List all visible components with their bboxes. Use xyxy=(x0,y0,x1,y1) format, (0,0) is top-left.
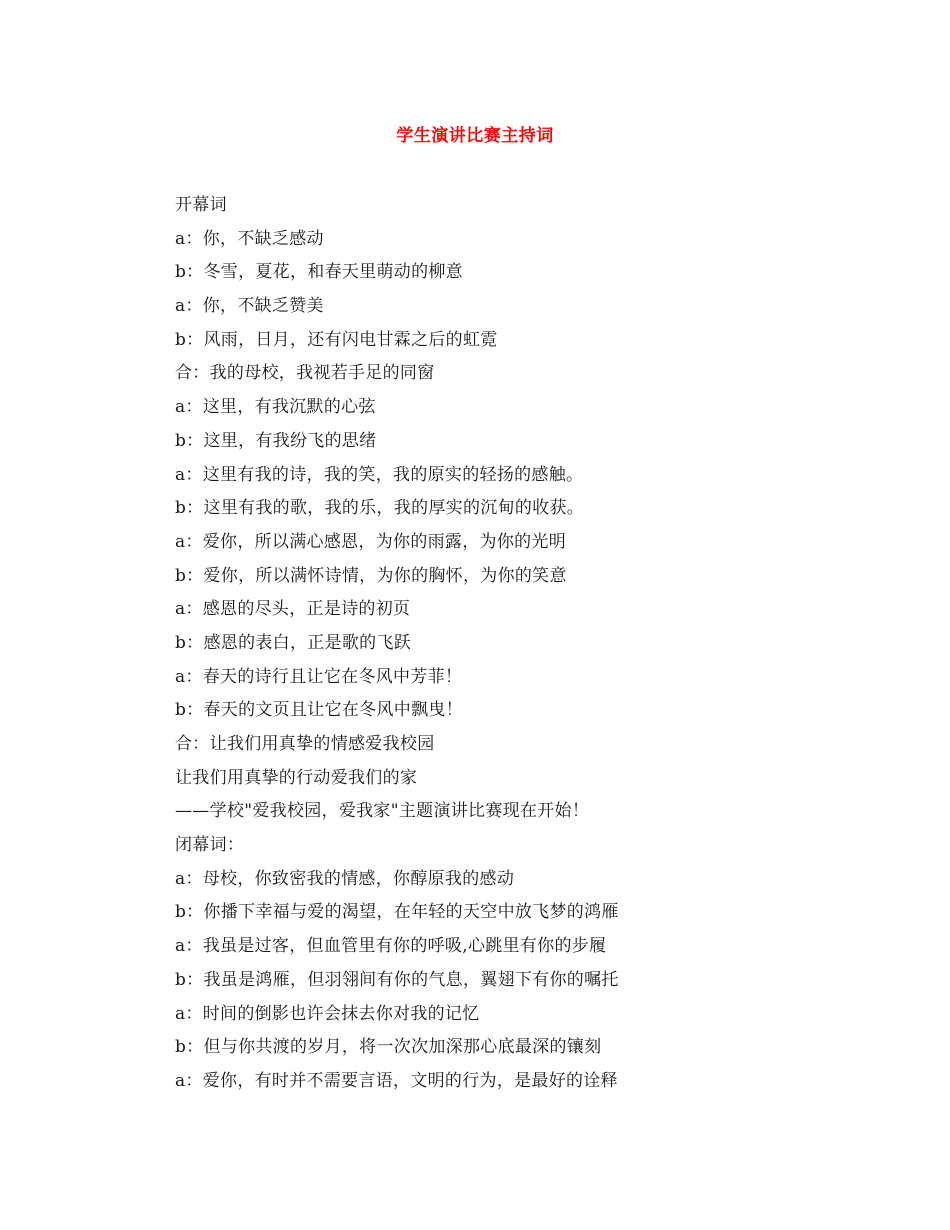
speech-line: b：风雨，日月，还有闪电甘霖之后的虹霓 xyxy=(175,329,498,350)
speech-line: a：母校，你致密我的情感，你醇原我的感动 xyxy=(175,868,515,889)
speech-line: b：爱你，所以满怀诗情，为你的胸怀，为你的笑意 xyxy=(175,565,567,586)
speech-line: b：冬雪，夏花，和春天里萌动的柳意 xyxy=(175,262,463,283)
speech-line: 让我们用真挚的行动爱我们的家 xyxy=(175,767,418,788)
speech-line: 闭幕词： xyxy=(175,835,245,856)
speech-line: b：这里，有我纷飞的思绪 xyxy=(175,430,377,451)
speech-line: ——学校"爱我校园，爱我家"主题演讲比赛现在开始！ xyxy=(175,801,590,822)
speech-line: a：这里，有我沉默的心弦 xyxy=(175,397,376,418)
speech-line: 开幕词 xyxy=(175,195,227,215)
speech-line: b：我虽是鸿雁，但羽翎间有你的气息，翼翅下有你的嘱托 xyxy=(175,969,619,990)
speech-line: b：但与你共渡的岁月，将一次次加深那心底最深的镶刻 xyxy=(175,1037,602,1058)
speech-line: a：感恩的尽头，正是诗的初页 xyxy=(175,599,411,620)
speech-line: a：爱你，有时并不需要言语，文明的行为，是最好的诠释 xyxy=(175,1070,618,1091)
speech-line: 合：让我们用真挚的情感爱我校园 xyxy=(175,734,435,754)
document-title: 学生演讲比赛主持词 xyxy=(396,126,554,146)
speech-body xyxy=(175,192,875,1102)
speech-line: a：这里有我的诗，我的笑，我的原实的轻扬的感触。 xyxy=(175,464,584,485)
speech-line: a：时间的倒影也许会抹去你对我的记忆 xyxy=(175,1003,480,1024)
speech-line: b：感恩的表白，正是歌的飞跃 xyxy=(175,632,412,653)
speech-line: a：我虽是过客，但血管里有你的呼吸,心跳里有你的步履 xyxy=(175,936,607,957)
speech-line: a：你，不缺乏赞美 xyxy=(175,296,324,317)
speech-line: a：爱你，所以满心感恩，为你的雨露，为你的光明 xyxy=(175,531,567,552)
speech-line: b：这里有我的歌，我的乐，我的厚实的沉甸的收获。 xyxy=(175,498,585,519)
speech-line: b：你播下幸福与爱的渴望，在年轻的天空中放飞梦的鸿雁 xyxy=(175,902,619,923)
speech-line: a：春天的诗行且让它在冬风中芳菲！ xyxy=(175,666,463,687)
speech-line: b：春天的文页且让它在冬风中飘曳！ xyxy=(175,700,463,721)
speech-line: 合：我的母校，我视若手足的同窗 xyxy=(175,363,435,384)
speech-line: a：你，不缺乏感动 xyxy=(175,228,324,249)
